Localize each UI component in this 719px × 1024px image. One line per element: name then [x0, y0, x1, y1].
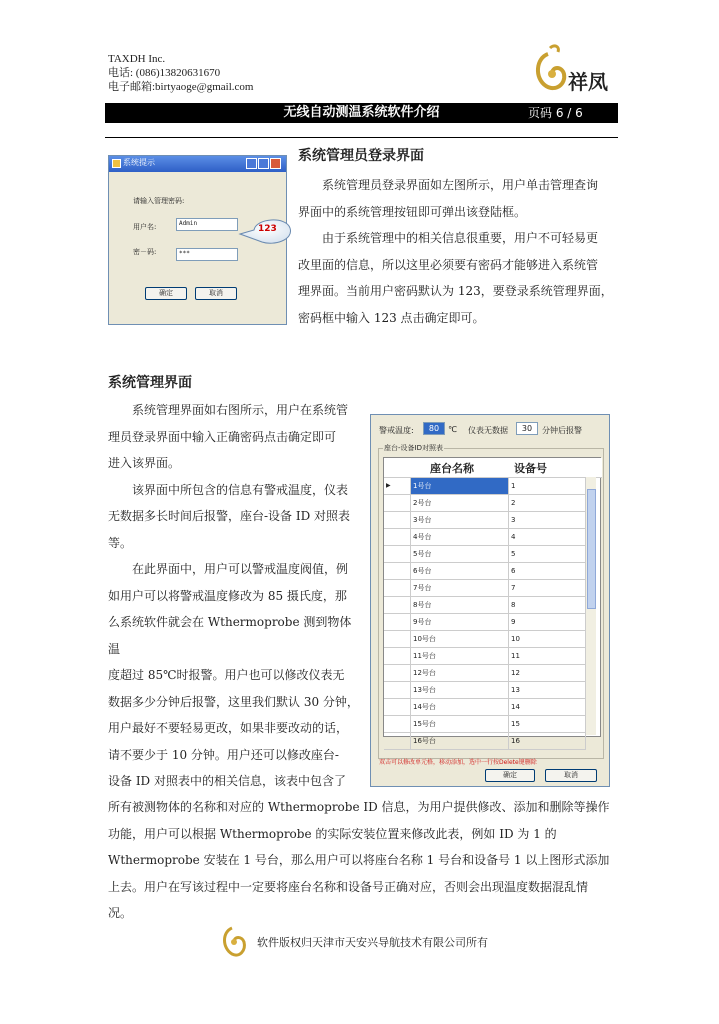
logo-text: 祥凤	[568, 70, 608, 94]
table-header	[384, 458, 602, 478]
company-info	[108, 52, 253, 94]
company-email: 电子邮箱:birtyaoge@gmail.com	[108, 81, 254, 93]
table-row	[384, 614, 586, 631]
table-row	[384, 682, 586, 699]
nodata-minutes-input: 30	[516, 422, 538, 435]
username-input: Admin	[176, 218, 238, 231]
paragraph-line: 上去。用户在写该过程中一定要将座台名称和设备号正确对应，否则会出现温度数据混乱情	[108, 879, 589, 894]
station-cell: 11号台	[411, 648, 509, 664]
paragraph-line: 该界面中所包含的信息有警戒温度，仪表	[132, 482, 349, 497]
nodata-label: 仪表无数据	[468, 426, 508, 435]
paragraph-line: 理界面。当前用户密码默认为 123，要登录系统管理界面，	[298, 284, 613, 298]
station-cell: 9号台	[411, 614, 509, 630]
device-cell: 15	[509, 716, 586, 732]
mapping-table	[383, 457, 601, 745]
password-callout	[238, 214, 294, 250]
paragraph-line: 等。	[108, 535, 133, 550]
company-name: TAXDH Inc.	[108, 53, 166, 65]
app-icon	[112, 159, 121, 168]
paragraph-line: 功能，用户可以根据 Wthermoprobe 的实际安装位置来修改此表，例如 ID 为 1 的	[108, 826, 557, 841]
device-cell: 2	[509, 495, 586, 511]
nodata-suffix: 分钟后报警	[542, 426, 582, 435]
alarm-temp-input: 80	[423, 422, 445, 435]
cancel-button: 取消	[195, 287, 237, 300]
device-cell: 11	[509, 648, 586, 664]
station-cell: 1号台	[411, 478, 509, 494]
device-cell: 13	[509, 682, 586, 698]
table-row	[384, 478, 586, 495]
station-cell: 14号台	[411, 699, 509, 715]
paragraph-line: 设备 ID 对照表中的相关信息，该表中包含了	[108, 774, 346, 788]
dialog-title: 系统提示	[123, 158, 155, 167]
table-row	[384, 529, 586, 546]
paragraph-line: 度超过 85℃时报警。用户也可以修改仪表无	[108, 668, 345, 682]
table-body	[384, 478, 586, 750]
page-number: 页码 6 / 6	[528, 106, 583, 120]
column-header-device: 设备号	[514, 462, 547, 475]
alarm-temp-label: 警戒温度:	[379, 426, 414, 435]
paragraph-line: 用户最好不要轻易更改，如果非要改动的话，	[108, 721, 349, 735]
paragraph-line: 密码框中输入 123 点击确定即可。	[298, 310, 485, 325]
paragraph-line: 系统管理员登录界面如左图所示，用户单击管理查询	[322, 178, 599, 192]
document-title: 无线自动测温系统软件介绍	[283, 105, 440, 120]
device-cell: 12	[509, 665, 586, 681]
close-icon	[270, 158, 281, 169]
paragraph-line: 系统管理界面如右图所示，用户在系统管	[132, 403, 349, 417]
row-pointer-icon: ▶	[384, 478, 411, 494]
station-cell: 6号台	[411, 563, 509, 579]
table-row	[384, 597, 586, 614]
station-cell: 15号台	[411, 716, 509, 732]
temp-unit: ℃	[448, 425, 457, 434]
table-scrollbar	[585, 477, 596, 735]
device-cell: 5	[509, 546, 586, 562]
device-cell: 16	[509, 733, 586, 749]
paragraph-line: 无数据多长时间后报警，座台-设备 ID 对照表	[108, 509, 351, 523]
cancel-button: 取消	[545, 769, 597, 782]
paragraph-line: 么系统软件就会在 Wthermoprobe 测到物体温	[108, 615, 352, 656]
edit-hint-note: 双击可以修改单元格，移动添加，选中一行按Delete键删除	[379, 759, 537, 766]
table-row	[384, 716, 586, 733]
station-cell: 16号台	[411, 733, 509, 749]
section2-text-full	[108, 794, 618, 927]
station-cell: 8号台	[411, 597, 509, 613]
username-label: 用户名:	[133, 223, 157, 231]
table-row	[384, 563, 586, 580]
table-row	[384, 512, 586, 529]
table-row	[384, 733, 586, 750]
password-label: 密－码:	[133, 248, 157, 256]
station-cell: 12号台	[411, 665, 509, 681]
device-cell: 1	[509, 478, 586, 494]
paragraph-line: Wthermoprobe 安装在 1 号台，那么用户可以将座台名称 1 号台和设备号 1 以上图形式添加	[108, 853, 610, 867]
device-cell: 7	[509, 580, 586, 596]
station-cell: 13号台	[411, 682, 509, 698]
paragraph-line: 改里面的信息，所以这里必须要有密码才能够进入系统管	[298, 257, 599, 272]
mapping-group-label: 座台-设备ID对照表	[384, 444, 443, 452]
station-cell: 5号台	[411, 546, 509, 562]
device-cell: 14	[509, 699, 586, 715]
password-prompt: 请输入管理密码:	[133, 197, 185, 205]
scrollbar-thumb	[587, 489, 596, 609]
section-heading-admin-login: 系统管理员登录界面	[298, 148, 424, 164]
table-row	[384, 546, 586, 563]
copyright-footer: 软件版权归天津市天安兴导航技术有限公司所有	[257, 936, 488, 949]
system-management-screenshot	[370, 414, 610, 787]
paragraph-line: 在此界面中，用户可以警戒温度阀值，例	[132, 562, 349, 576]
dialog-titlebar	[109, 156, 286, 172]
column-header-station: 座台名称	[430, 462, 474, 475]
table-row	[384, 495, 586, 512]
paragraph-line: 界面中的系统管理按钮即可弹出该登陆框。	[298, 204, 527, 219]
device-cell: 9	[509, 614, 586, 630]
minimize-icon	[246, 158, 257, 169]
callout-text: 123	[258, 224, 277, 234]
maximize-icon	[258, 158, 269, 169]
paragraph-line: 请不要少于 10 分钟。用户还可以修改座台-	[108, 747, 339, 762]
section1-text	[298, 172, 618, 331]
device-cell: 4	[509, 529, 586, 545]
device-cell: 8	[509, 597, 586, 613]
paragraph-line: 由于系统管理中的相关信息很重要，用户不可轻易更	[322, 231, 599, 245]
paragraph-line: 进入该界面。	[108, 456, 181, 470]
password-input: ***	[176, 248, 238, 261]
table-row	[384, 631, 586, 648]
header-rule	[105, 137, 618, 138]
paragraph-line: 如用户可以将警戒温度修改为 85 摄氏度，那	[108, 588, 347, 603]
device-cell: 3	[509, 512, 586, 528]
section2-text-left	[108, 397, 363, 795]
station-cell: 7号台	[411, 580, 509, 596]
station-cell: 2号台	[411, 495, 509, 511]
paragraph-line: 理员登录界面中输入正确密码点击确定即可	[108, 429, 337, 444]
paragraph-line: 所有被测物体的名称和对应的 Wthermoprobe ID 信息，为用户提供修改、添加和删除等操作	[108, 800, 610, 814]
company-phone: 电话: (086)13820631670	[108, 67, 221, 79]
ok-button: 确定	[485, 769, 535, 782]
ok-button: 确定	[145, 287, 187, 300]
table-row	[384, 699, 586, 716]
station-cell: 10号台	[411, 631, 509, 647]
table-row	[384, 665, 586, 682]
section-heading-system-management: 系统管理界面	[108, 375, 192, 391]
device-cell: 10	[509, 631, 586, 647]
station-cell: 3号台	[411, 512, 509, 528]
table-row	[384, 648, 586, 665]
table-row	[384, 580, 586, 597]
paragraph-line: 况。	[108, 906, 133, 920]
paragraph-line: 数据多少分钟后报警，这里我们默认 30 分钟，	[108, 694, 359, 709]
station-cell: 4号台	[411, 529, 509, 545]
footer-logo-icon	[220, 922, 250, 962]
device-cell: 6	[509, 563, 586, 579]
